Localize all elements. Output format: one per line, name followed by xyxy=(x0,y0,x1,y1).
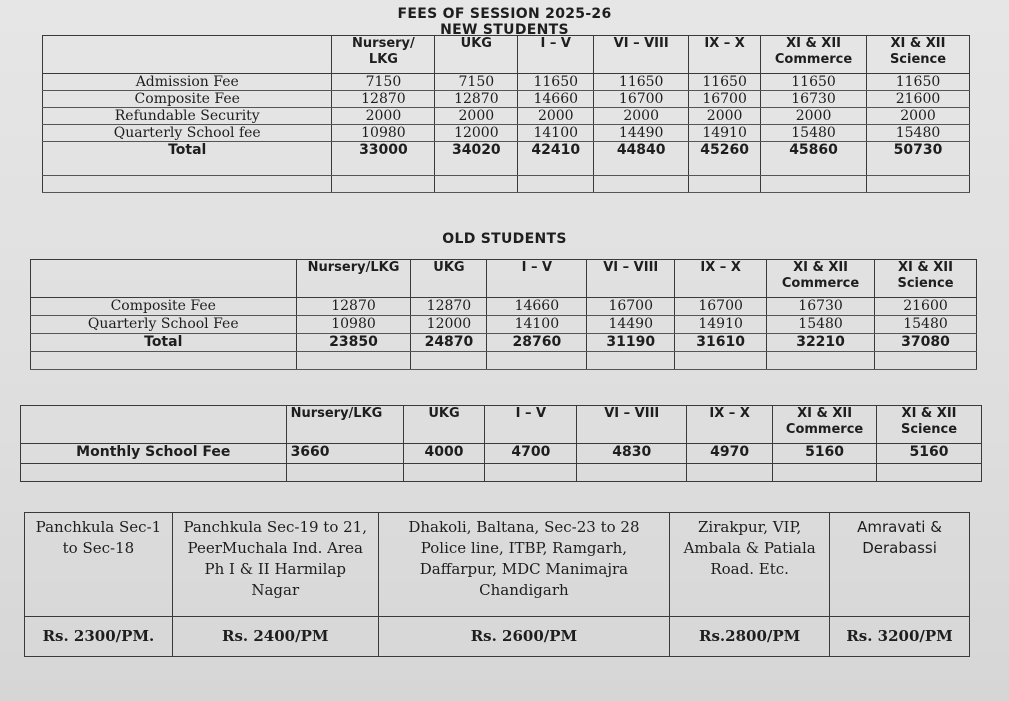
cell-value: 12870 xyxy=(296,298,411,316)
column-header: IX – X xyxy=(689,36,761,74)
cell-value: 10980 xyxy=(296,316,411,334)
cell-value: 16730 xyxy=(767,298,875,316)
cell-value: 34020 xyxy=(435,142,518,176)
row-label: Total xyxy=(43,142,332,176)
column-header: I – V xyxy=(487,260,587,298)
blank-cell xyxy=(773,464,877,482)
column-header: IX – X xyxy=(675,260,767,298)
blank-cell xyxy=(411,352,487,370)
cell-value: 32210 xyxy=(767,334,875,352)
cell-value: 31610 xyxy=(675,334,767,352)
cell-value: 7150 xyxy=(435,74,518,91)
column-header: VI – VIII xyxy=(594,36,689,74)
cell-value: 5160 xyxy=(877,444,982,464)
cell-value: 11650 xyxy=(689,74,761,91)
cell-value: 14910 xyxy=(689,125,761,142)
cell-value: 21600 xyxy=(875,298,977,316)
column-header: UKG xyxy=(411,260,487,298)
cell-value: 14660 xyxy=(487,298,587,316)
cell-value: 12870 xyxy=(411,298,487,316)
cell-value: 10980 xyxy=(332,125,435,142)
rate-cell: Rs. 2400/PM xyxy=(172,617,378,657)
column-header: Nursery/LKG xyxy=(296,260,411,298)
cell-value: 4700 xyxy=(485,444,577,464)
blank-cell xyxy=(332,176,435,193)
row-label: Refundable Security xyxy=(43,108,332,125)
old-students-heading: OLD STUDENTS xyxy=(442,231,567,247)
column-header: VI – VIII xyxy=(587,260,675,298)
cell-value: 45860 xyxy=(761,142,867,176)
cell-value: 11650 xyxy=(518,74,594,91)
table-row xyxy=(43,91,970,108)
cell-value: 24870 xyxy=(411,334,487,352)
column-header: UKG xyxy=(403,406,485,444)
total-row xyxy=(43,142,970,176)
blank-cell xyxy=(518,176,594,193)
rate-cell: Rs.2800/PM xyxy=(670,617,830,657)
cell-value: 2000 xyxy=(761,108,867,125)
rate-cell: Rs. 2300/PM. xyxy=(25,617,173,657)
page-title: FEES OF SESSION 2025-26 xyxy=(397,6,612,22)
cell-value: 16700 xyxy=(587,298,675,316)
blank-row xyxy=(31,352,977,370)
cell-value: 2000 xyxy=(689,108,761,125)
cell-value: 7150 xyxy=(332,74,435,91)
blank-cell xyxy=(587,352,675,370)
row-label: Monthly School Fee xyxy=(21,444,287,464)
cell-value: 4830 xyxy=(577,444,687,464)
cell-value: 15480 xyxy=(867,125,970,142)
header-row xyxy=(31,260,977,298)
column-header: I – V xyxy=(485,406,577,444)
table-row xyxy=(43,74,970,91)
cell-value: 50730 xyxy=(867,142,970,176)
blank-cell xyxy=(761,176,867,193)
column-header: XI & XII Science xyxy=(867,36,970,74)
table-row xyxy=(43,108,970,125)
cell-value: 12870 xyxy=(332,91,435,108)
rate-cell: Rs. 3200/PM xyxy=(830,617,970,657)
cell-value: 16700 xyxy=(675,298,767,316)
cell-value: 42410 xyxy=(518,142,594,176)
cell-value: 14490 xyxy=(594,125,689,142)
row-label: Composite Fee xyxy=(43,91,332,108)
area-row xyxy=(25,513,970,617)
old-students-table xyxy=(30,259,977,370)
row-label: Composite Fee xyxy=(31,298,297,316)
blank-cell xyxy=(767,352,875,370)
cell-value: 14910 xyxy=(675,316,767,334)
area-cell: Panchkula Sec-1 to Sec-18 xyxy=(25,513,173,617)
cell-value: 2000 xyxy=(332,108,435,125)
blank-cell xyxy=(435,176,518,193)
cell-value: 21600 xyxy=(867,91,970,108)
column-header: XI & XII Science xyxy=(875,260,977,298)
column-header: VI – VIII xyxy=(577,406,687,444)
cell-value: 2000 xyxy=(594,108,689,125)
corner-cell xyxy=(21,406,287,444)
table-row xyxy=(31,316,977,334)
blank-row xyxy=(21,464,982,482)
row-label: Total xyxy=(31,334,297,352)
area-cell: Amravati & Derabassi xyxy=(830,513,970,617)
cell-value: 44840 xyxy=(594,142,689,176)
cell-value: 2000 xyxy=(518,108,594,125)
new-students-heading: NEW STUDENTS xyxy=(440,22,569,38)
blank-cell xyxy=(689,176,761,193)
cell-value: 16700 xyxy=(594,91,689,108)
row-label: Quarterly School Fee xyxy=(31,316,297,334)
blank-cell xyxy=(31,352,297,370)
blank-cell xyxy=(403,464,485,482)
header-row xyxy=(43,36,970,74)
cell-value: 5160 xyxy=(773,444,877,464)
table-row xyxy=(21,444,982,464)
column-header: Nursery/LKG xyxy=(286,406,403,444)
cell-value: 12000 xyxy=(411,316,487,334)
area-cell: Dhakoli, Baltana, Sec-23 to 28 Police line, ITBP, Ramgarh, Daffarpur, MDC Manimajra Chandigarh xyxy=(378,513,670,617)
cell-value: 12870 xyxy=(435,91,518,108)
blank-cell xyxy=(594,176,689,193)
cell-value: 15480 xyxy=(767,316,875,334)
cell-value: 12000 xyxy=(435,125,518,142)
blank-cell xyxy=(875,352,977,370)
blank-cell xyxy=(296,352,411,370)
table-row xyxy=(31,298,977,316)
rate-row xyxy=(25,617,970,657)
cell-value: 33000 xyxy=(332,142,435,176)
cell-value: 4970 xyxy=(687,444,773,464)
blank-cell xyxy=(577,464,687,482)
table-row xyxy=(43,125,970,142)
cell-value: 15480 xyxy=(761,125,867,142)
blank-cell xyxy=(675,352,767,370)
column-header: XI & XII Science xyxy=(877,406,982,444)
header-row xyxy=(21,406,982,444)
cell-value: 15480 xyxy=(875,316,977,334)
blank-cell xyxy=(487,352,587,370)
column-header: XI & XII Commerce xyxy=(773,406,877,444)
blank-row xyxy=(43,176,970,193)
cell-value: 31190 xyxy=(587,334,675,352)
cell-value: 3660 xyxy=(286,444,403,464)
area-cell: Panchkula Sec-19 to 21, PeerMuchala Ind. Area Ph I & II Harmilap Nagar xyxy=(172,513,378,617)
corner-cell xyxy=(31,260,297,298)
blank-cell xyxy=(867,176,970,193)
cell-value: 2000 xyxy=(435,108,518,125)
blank-cell xyxy=(21,464,287,482)
column-header: IX – X xyxy=(687,406,773,444)
cell-value: 14490 xyxy=(587,316,675,334)
cell-value: 23850 xyxy=(296,334,411,352)
blank-cell xyxy=(43,176,332,193)
cell-value: 2000 xyxy=(867,108,970,125)
monthly-fee-table xyxy=(20,405,982,482)
blank-cell xyxy=(286,464,403,482)
total-row xyxy=(31,334,977,352)
blank-cell xyxy=(687,464,773,482)
cell-value: 4000 xyxy=(403,444,485,464)
row-label: Quarterly School fee xyxy=(43,125,332,142)
cell-value: 45260 xyxy=(689,142,761,176)
cell-value: 37080 xyxy=(875,334,977,352)
cell-value: 14100 xyxy=(487,316,587,334)
new-students-table xyxy=(42,35,970,193)
column-header: XI & XII Commerce xyxy=(767,260,875,298)
cell-value: 14100 xyxy=(518,125,594,142)
blank-cell xyxy=(485,464,577,482)
cell-value: 11650 xyxy=(761,74,867,91)
transport-fee-table xyxy=(24,512,970,657)
cell-value: 11650 xyxy=(867,74,970,91)
corner-cell xyxy=(43,36,332,74)
cell-value: 11650 xyxy=(594,74,689,91)
column-header: Nursery/ LKG xyxy=(332,36,435,74)
cell-value: 14660 xyxy=(518,91,594,108)
column-header: I – V xyxy=(518,36,594,74)
column-header: UKG xyxy=(435,36,518,74)
rate-cell: Rs. 2600/PM xyxy=(378,617,670,657)
blank-cell xyxy=(877,464,982,482)
cell-value: 16700 xyxy=(689,91,761,108)
column-header: XI & XII Commerce xyxy=(761,36,867,74)
cell-value: 16730 xyxy=(761,91,867,108)
area-cell: Zirakpur, VIP, Ambala & Patiala Road. Etc. xyxy=(670,513,830,617)
cell-value: 28760 xyxy=(487,334,587,352)
row-label: Admission Fee xyxy=(43,74,332,91)
